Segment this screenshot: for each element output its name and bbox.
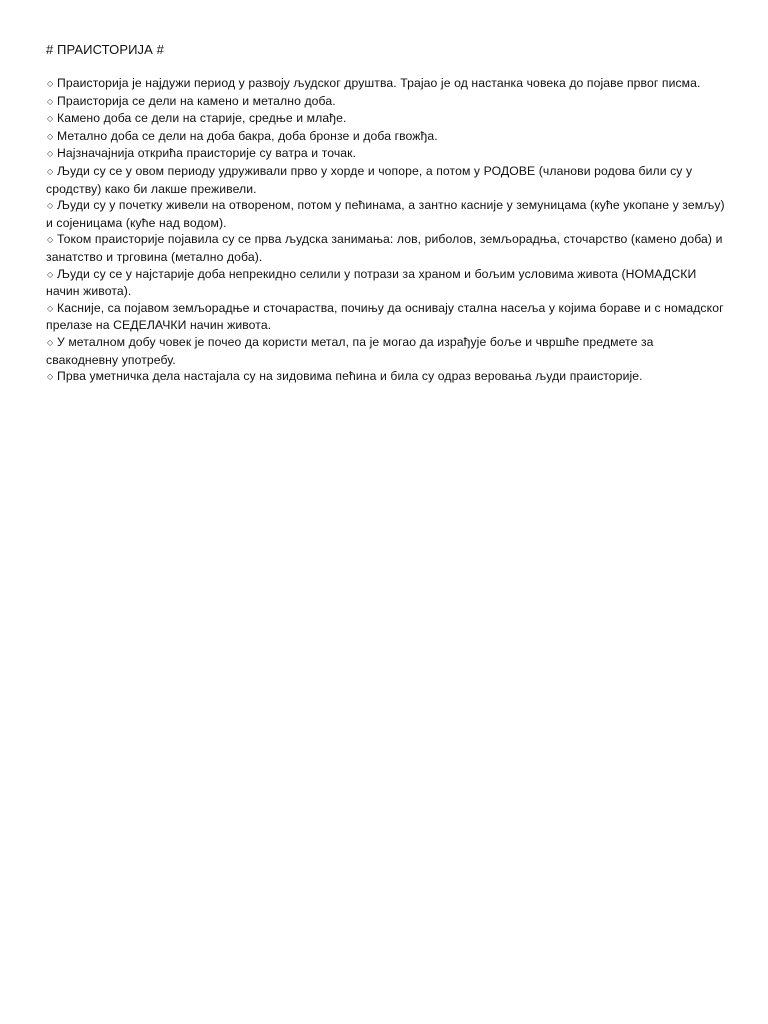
diamond-outline-icon: ◇	[47, 131, 54, 141]
list-item-text: Праисторија се дели на камено и метално доба.	[57, 93, 336, 108]
list-item	[46, 266, 726, 300]
diamond-outline-icon: ◇	[47, 96, 54, 106]
diamond-outline-icon: ◇	[47, 201, 54, 211]
list-item-text: Током праисторије појавила су се прва људска занимања: лов, риболов, земљорадња, сточарство (камено доба) и занатство и трговина (метално доба).	[46, 232, 723, 264]
list-item-text: Људи су у почетку живели на отвореном, потом у пећинама, а зантно касније у земуницама (куће укопане у земљу) и сојеницама (куће над водом).	[46, 198, 725, 230]
list-item-text: Камено доба се дели на старије, средње и млађе.	[57, 111, 347, 126]
list-item	[46, 334, 726, 368]
diamond-outline-icon: ◇	[47, 337, 54, 347]
diamond-outline-icon: ◇	[47, 79, 54, 88]
list-item-text: Најзначајнија открића праисторије су ватра и точак.	[57, 146, 357, 161]
document-page	[46, 42, 726, 386]
list-item	[46, 197, 726, 231]
list-item-text: Људи су се у овом периоду удруживали прво у хорде и чопоре, а потом у РОДОВЕ (чланови родова били су у сродству) како би лакше преживели.	[46, 163, 693, 196]
diamond-outline-icon: ◇	[47, 372, 54, 382]
list-item	[46, 368, 726, 386]
list-item-text: Касније, са појавом земљорадње и сточараства, почињу да оснивају стална насеља у којима бораве и с номадског прелазе на СЕДЕЛАЧКИ начин живота.	[46, 300, 724, 333]
bullet-list	[46, 75, 726, 386]
list-item-text: Метално доба се дели на доба бакра, доба бронзе и доба гвожђа.	[57, 128, 438, 143]
list-item	[46, 75, 726, 93]
diamond-outline-icon: ◇	[47, 269, 54, 279]
list-item	[46, 128, 726, 146]
list-item-text: Праисторија је најдужи период у развоју људског друштва. Трајао је од настанка човека до појаве првог писма.	[57, 76, 701, 90]
list-item	[46, 93, 726, 111]
diamond-outline-icon: ◇	[47, 303, 54, 313]
document-title: # ПРАИСТОРИЈА #	[46, 42, 164, 57]
list-item	[46, 163, 726, 197]
diamond-outline-icon: ◇	[47, 235, 54, 245]
diamond-outline-icon: ◇	[47, 114, 54, 124]
list-item-text: У металном добу човек је почео да користи метал, па је могао да израђује боље и чвршће предмете за свакодневну употребу.	[46, 334, 654, 367]
diamond-outline-icon: ◇	[47, 166, 54, 176]
list-item	[46, 145, 726, 163]
diamond-outline-icon: ◇	[47, 149, 54, 159]
list-item	[46, 110, 726, 128]
list-item	[46, 231, 726, 265]
list-item-text: Прва уметничка дела настајала су на зидовима пећина и била су одраз веровања људи праисторије.	[57, 369, 643, 384]
list-item-text: Људи су се у најстарије доба непрекидно селили у потрази за храном и бољим условима живота (НОМАДСКИ начин живота).	[46, 266, 697, 299]
list-item	[46, 300, 726, 334]
